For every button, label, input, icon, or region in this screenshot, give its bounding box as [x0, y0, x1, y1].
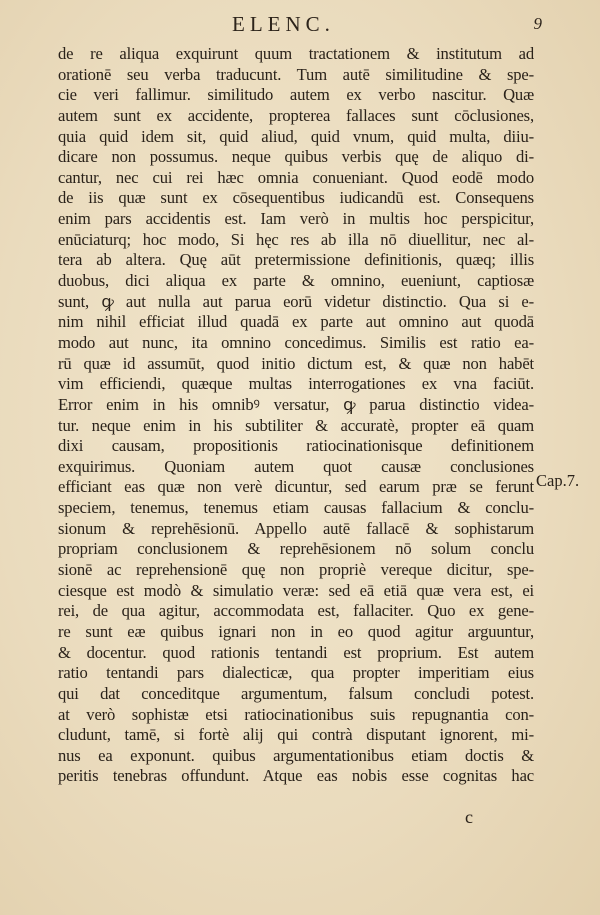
text-line: modo aut nunc, ita omnino concedimus. Similis est ratio ea- — [58, 332, 534, 352]
text-line: tur. neque enim in his subtiliter & accuratè, propter eā quam — [58, 415, 534, 435]
signature-mark: c — [465, 807, 473, 827]
text-line: cie veri fallimur. similitudo autem ex verbo nascitur. Quæ — [58, 85, 534, 105]
text-line: nus ea exponunt. quibus argumentationibus etiam doctis & — [58, 745, 534, 765]
text-line: qui dat conceditque argumentum, falsum concludi potest. — [58, 683, 534, 703]
text-line: sionum & reprehēsionū. Appello autē fallacē & sophistarum — [58, 518, 534, 538]
text-line: autem sunt ex accidente, propterea fallaces sunt cōclusiones, — [58, 105, 534, 125]
text-line: exquirimus. Quoniam autem quot causæ conclusiones — [58, 456, 534, 476]
text-line: enūciaturq; hoc modo, Si hęc res ab illa nō diuellitur, nec al- — [58, 229, 534, 249]
text-line: cantur, nec cui rei hæc omnia conueniant. Quod eodē modo — [58, 167, 534, 187]
text-line: rei, de qua agitur, accommodata est, fallaciter. Quo ex gene- — [58, 601, 534, 621]
chapter-margin-note: Cap.7. — [536, 471, 580, 490]
text-line: tera ab altera. Quę aūt pretermissione definitionis, quæq; illis — [58, 250, 534, 270]
running-head-title: ELENC. — [232, 12, 335, 36]
text-line: speciem, tenemus, tenemus etiam causas fallacium & conclu- — [58, 498, 534, 518]
page-number: 9 — [533, 14, 542, 33]
text-line: dicare non possumus. neque quibus verbis quę de aliquo di- — [58, 147, 534, 167]
text-line: de re aliqua exquirunt quum tractationem & institutum ad — [58, 44, 534, 63]
text-line: peritis tenebras offundunt. Atque eas nobis esse cognitas hac — [58, 766, 534, 786]
text-line: ratio tentandi pars dialecticæ, qua propter imperitiam eius — [58, 663, 534, 683]
text-line: nim nihil efficiat illud quadā ex parte aut omnino aut quodā — [58, 312, 534, 332]
text-line: propriam conclusionem & reprehēsionem nō solum conclu — [58, 539, 534, 559]
text-line: & docentur. quod rationis tentandi est proprium. Est autem — [58, 642, 534, 662]
text-line: re sunt eæ quibus ignari non in eo quod agitur arguuntur, — [58, 621, 534, 641]
text-line: dixi causam, propositionis ratiocinationisque definitionem — [58, 436, 534, 456]
text-line: Error enim in his omnibꝰ versatur, ꝙ parua distinctio videa- — [58, 394, 534, 414]
text-line: vim efficiendi, quæque multas interrogationes ex vna faciūt. — [58, 374, 534, 394]
text-line: duobus, dici aliqua ex parte & omnino, eueniunt, captiosæ — [58, 271, 534, 291]
text-line: de iis quæ sunt ex cōsequentibus iudicandū est. Consequens — [58, 188, 534, 208]
running-head — [0, 12, 600, 38]
text-line: sionē ac reprehensionē quę non propriè vereque dicitur, spe- — [58, 560, 534, 580]
text-line: cludunt, tamē, si fortè alij qui contrà disputant ignorent, mi- — [58, 725, 534, 745]
text-line: enim pars accidentis est. Iam verò in multis hoc perspicitur, — [58, 209, 534, 229]
text-line: rū quæ id assumūt, quod initio dictum est, & quæ non habēt — [58, 353, 534, 373]
text-line: orationē seu verba traducunt. Tum autē similitudine & spe- — [58, 64, 534, 84]
text-line: efficiant eas quæ non verè dicuntur, sed earum præ se ferunt — [58, 477, 534, 497]
text-line: sunt, ꝙ aut nulla aut parua eorū videtur distinctio. Qua si e- — [58, 291, 534, 311]
body-text — [58, 44, 534, 787]
text-line: ciesque est modò & simulatio veræ: sed eā etiā quæ vera est, ei — [58, 580, 534, 600]
text-line: at verò sophistæ etsi ratiocinationibus suis repugnantia con- — [58, 704, 534, 724]
text-line: quia quid idem sit, quid aliud, quid vnum, quid multa, diiu- — [58, 126, 534, 146]
